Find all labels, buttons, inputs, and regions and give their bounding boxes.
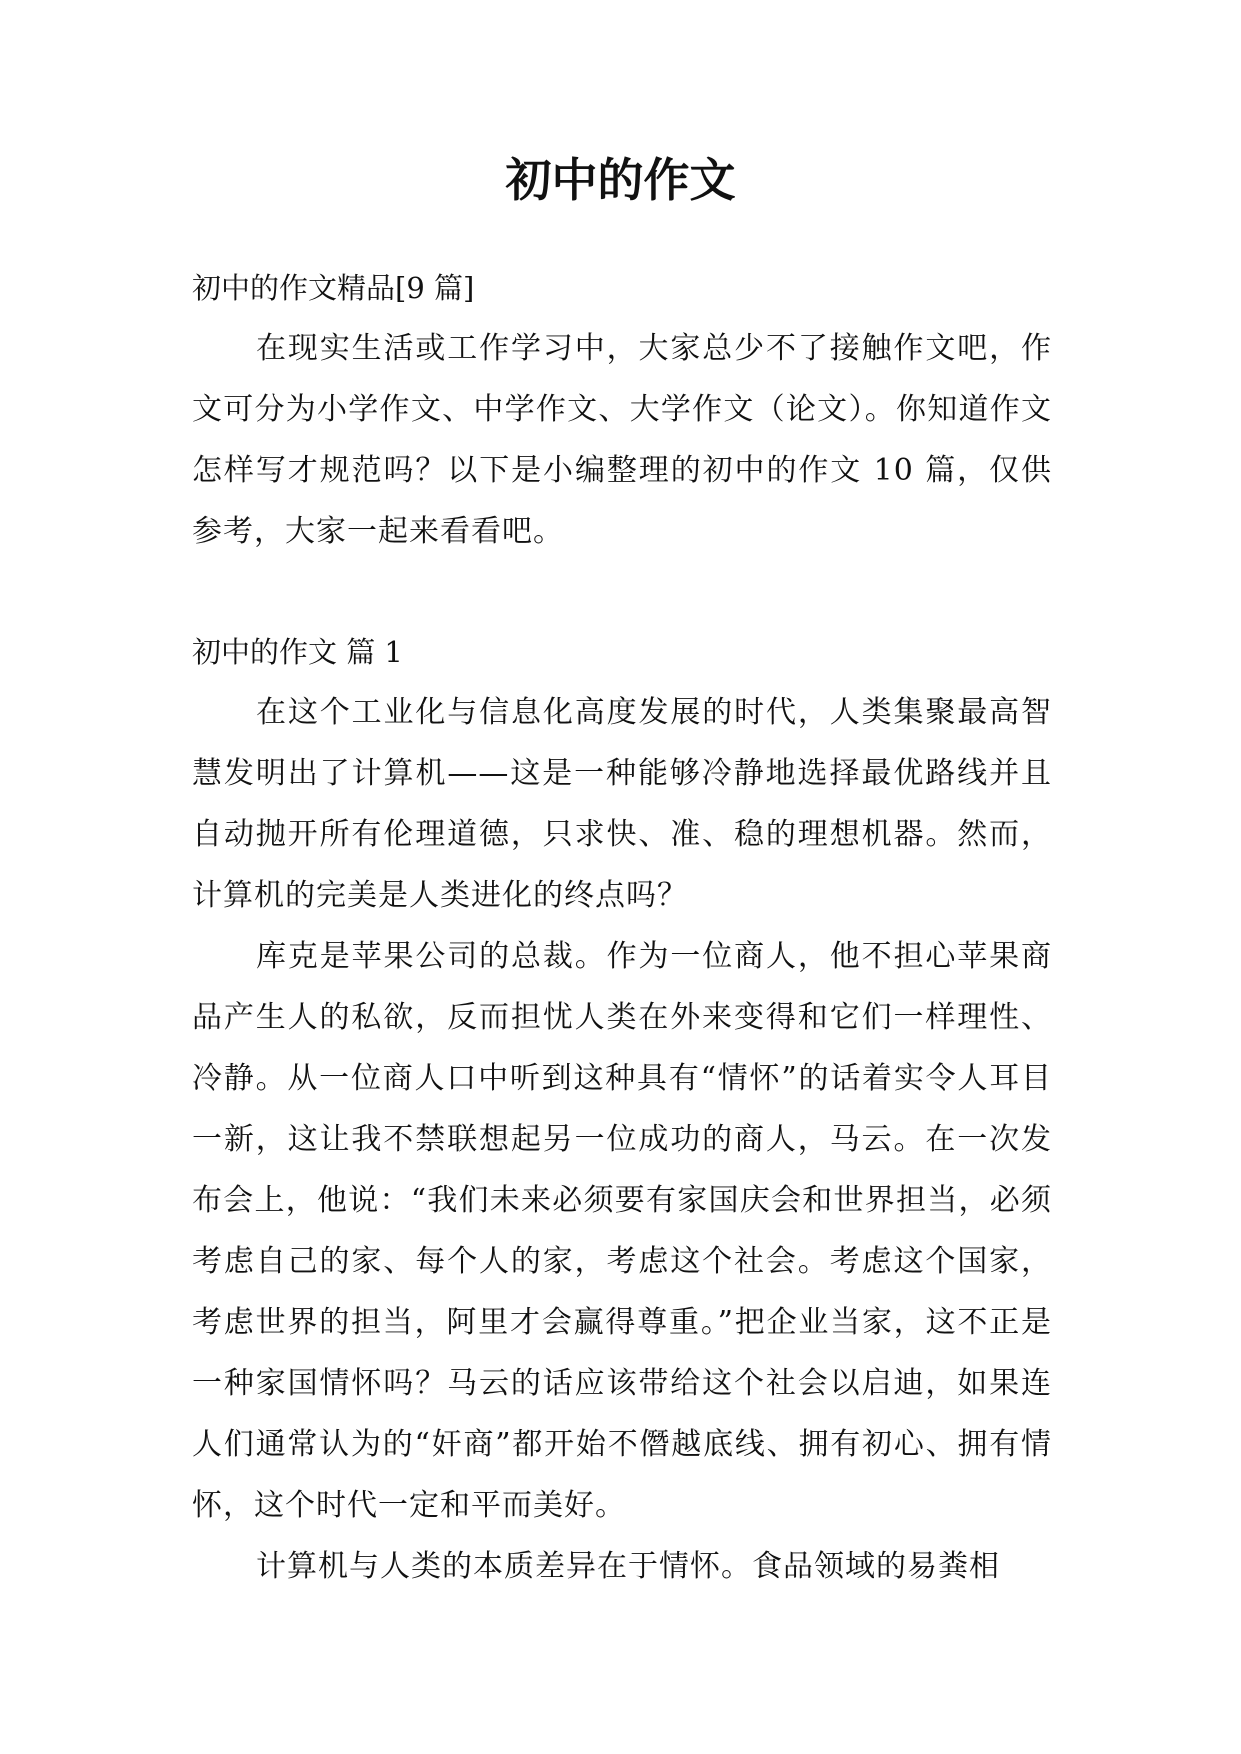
- section-1-paragraph-2: 库克是苹果公司的总裁。作为一位商人，他不担心苹果商品产生人的私欲，反而担忧人类在外来变得和它们一样理性、冷静。从一位商人口中听到这种具有“情怀”的话着实令人耳目一新，这让我不禁联想起另一位成功的商人，马云。在一次发布会上，他说：“我们未来必须要有家国庆会和世界担当，必须考虑自己的家、每个人的家，考虑这个社会。考虑这个国家，考虑世界的担当，阿里才会赢得尊重。”把企业当家，这不正是一种家国情怀吗？马云的话应该带给这个社会以启迪，如果连人们通常认为的“奸商”都开始不僭越底线、拥有初心、拥有情怀，这个时代一定和平而美好。: [192, 939, 1052, 1523]
- section-1-paragraph-3: 计算机与人类的本质差异在于情怀。食品领域的易粪相: [256, 1549, 1000, 1584]
- document-title: 初中的作文: [505, 153, 736, 207]
- intro-paragraph: 在现实生活或工作学习中，大家总少不了接触作文吧，作文可分为小学作文、中学作文、大学作文（论文）。你知道作文怎样写才规范吗？以下是小编整理的初中的作文 10 篇，仅供参考，大家一起来看看吧。: [192, 331, 1052, 549]
- section-1-heading: 初中的作文 篇 1: [192, 635, 403, 669]
- document-body: [192, 258, 1052, 1597]
- section-1-paragraph-1: 在这个工业化与信息化高度发展的时代，人类集聚最高智慧发明出了计算机——这是一种能够冷静地选择最优路线并且自动抛开所有伦理道德，只求快、准、稳的理想机器。然而，计算机的完美是人类进化的终点吗？: [192, 695, 1052, 913]
- document-subtitle: 初中的作文精品[9 篇]: [192, 271, 475, 305]
- section-spacer: [192, 562, 1052, 622]
